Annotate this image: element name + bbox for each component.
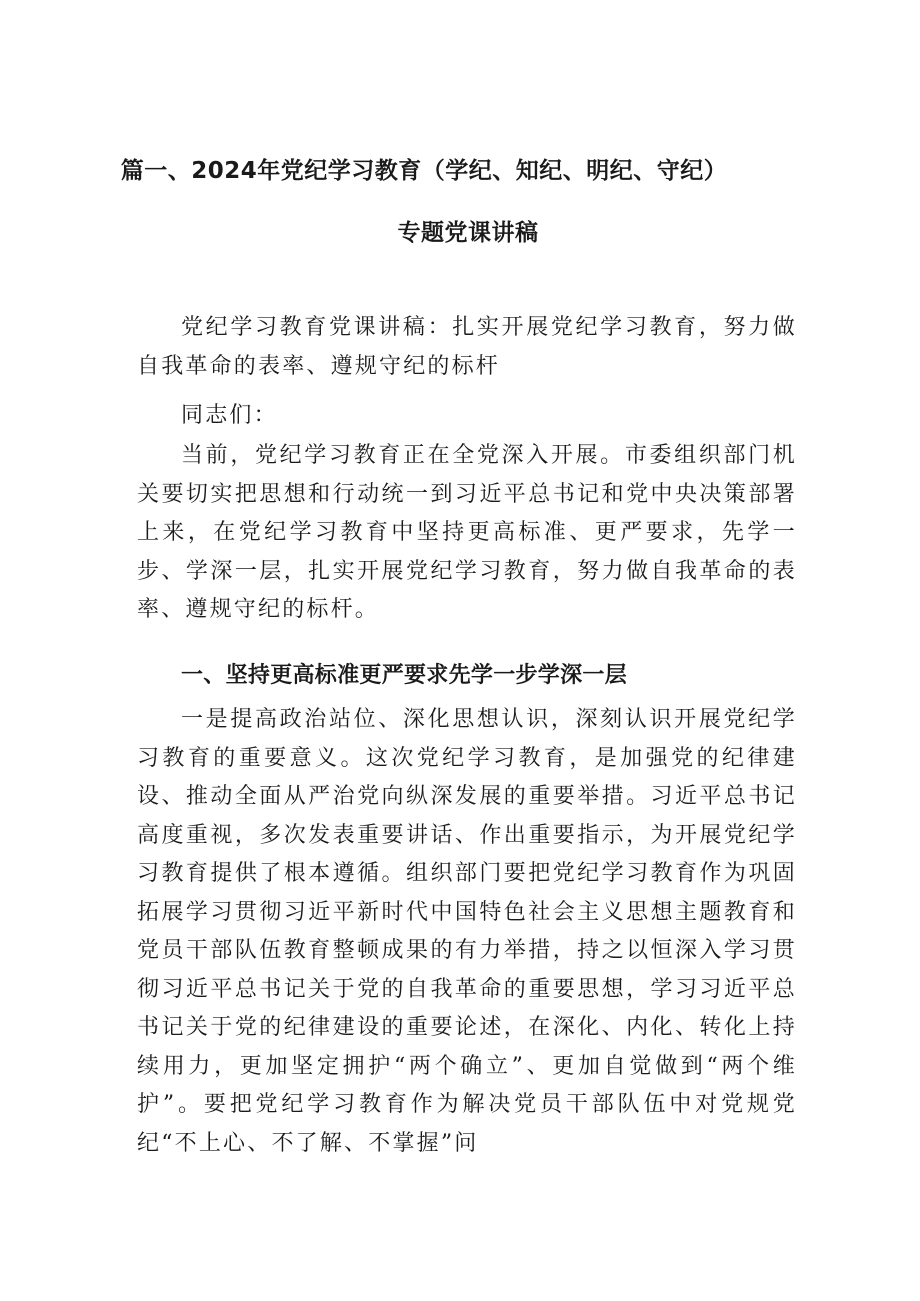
document-title-line2: 专题党课讲稿 (397, 220, 539, 246)
intro-paragraph: 当前，党纪学习教育正在全党深入开展。市委组织部门机关要切实把思想和行动统一到习近平总书记和党中央决策部署上来，在党纪学习教育中坚持更高标准、更严要求，先学一步、学深一层，扎实开展党纪学习教育，努力做自我革命的表率、遵规守纪的标杆。 (137, 443, 797, 622)
section1-paragraph: 一是提高政治站位、深化思想认识，深刻认识开展党纪学习教育的重要意义。这次党纪学习教育，是加强党的纪律建设、推动全面从严治党向纵深发展的重要举措。习近平总书记高度重视，多次发表重要讲话、作出重要指示，为开展党纪学习教育提供了根本遵循。组织部门要把党纪学习教育作为巩固拓展学习贯彻习近平新时代中国特色社会主义思想主题教育和党员干部队伍教育整顿成果的有力举措，持之以恒深入学习贯彻习近平总书记关于党的自我革命的重要思想，学习习近平总书记关于党的纪律建设的重要论述，在深化、内化、转化上持续用力，更加坚定拥护“两个确立”、更加自觉做到“两个维护”。要把党纪学习教育作为解决党员干部队伍中对党规党纪“不上心、不了解、不掌握”问 (137, 707, 797, 1156)
greeting: 同志们： (181, 403, 278, 428)
document-title-line1: 篇一、2024年党纪学习教育（学纪、知纪、明纪、守纪） (120, 158, 728, 184)
section-heading-1: 一、坚持更高标准更严要求先学一步学深一层 (181, 663, 628, 688)
speech-subtitle: 党纪学习教育党课讲稿：扎实开展党纪学习教育，努力做自我革命的表率、遵规守纪的标杆 (137, 315, 797, 379)
